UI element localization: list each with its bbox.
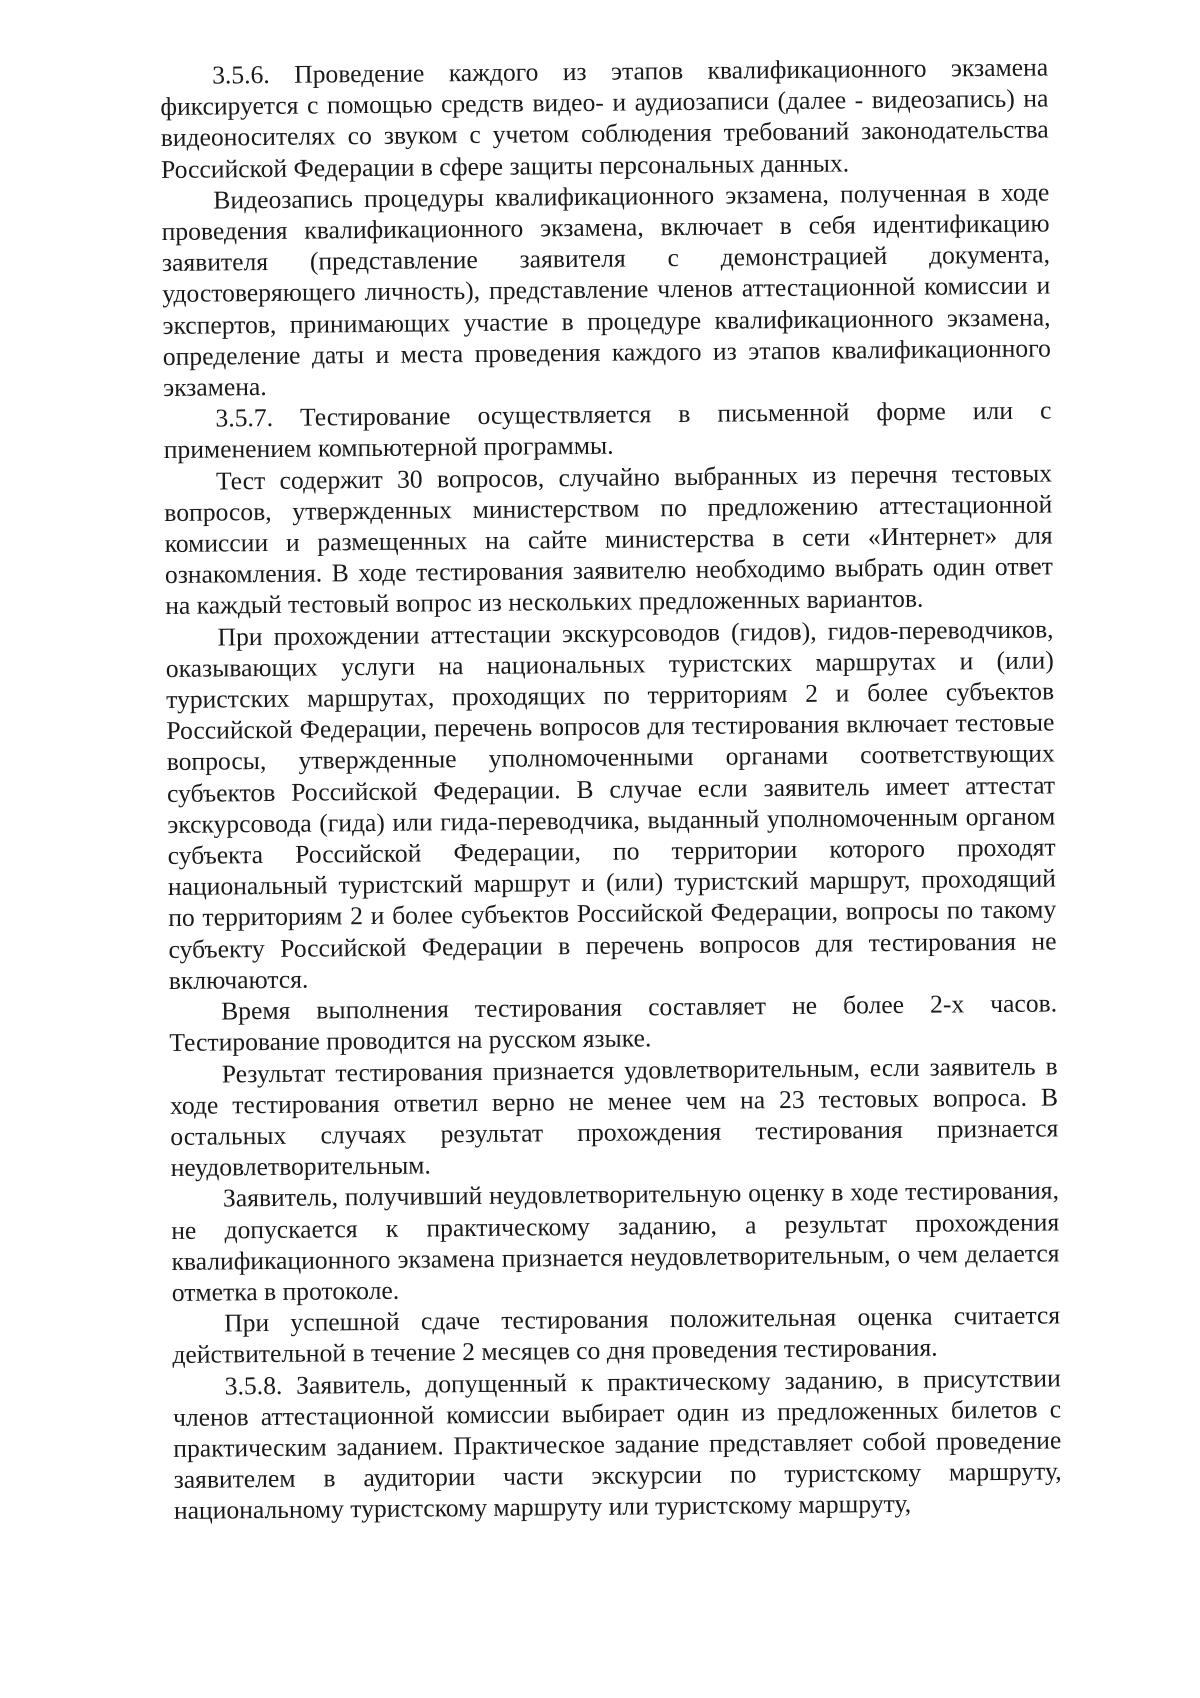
paragraph-positive-result-validity: При успешной сдаче тестирования положительная оценка считается действительной в течение 2 месяцев со дня проведения тестирования. xyxy=(172,1300,1061,1370)
paragraph-unsatisfactory: Заявитель, получивший неудовлетворительную оценку в ходе тестирования, не допускается к практическому заданию, а результат прохождения квалификационного экзамена признается неудовлетворительным, о чем делается отметка в протоколе. xyxy=(171,1175,1060,1307)
paragraph-test-duration: Время выполнения тестирования составляет не более 2-х часов. Тестирование проводится на русском языке. xyxy=(169,988,1058,1058)
paragraph-3-5-8: 3.5.8. Заявитель, допущенный к практическому заданию, в присутствии членов аттестационной комиссии выбирает один из предложенных билетов с практическим заданием. Практическое задание представляет собой проведение заявителем в аудитории части экскурсии по туристскому маршруту, национальному туристскому маршруту или туристскому маршруту, xyxy=(172,1362,1062,1526)
document-page xyxy=(160,51,1062,1526)
paragraph-test-result: Результат тестирования признается удовлетворительным, если заявитель в ходе тестирования ответил верно не менее чем на 23 тестовых вопроса. В остальных случаях результат прохождения тестирования признается неудовлетворительным. xyxy=(169,1050,1059,1183)
paragraph-attestation-guides: При прохождении аттестации экскурсоводов (гидов), гидов-переводчиков, оказывающих услуги на национальных туристских маршрутах и (или) туристских маршрутах, проходящих по территориям 2 и более субъектов Российской Федерации, перечень вопросов для тестирования включает тестовые вопросы, утвержденные уполномоченными органами соответствующих субъектов Российской Федерации. В случае если заявитель имеет аттестат экскурсовода (гида) или гида-переводчика, выданный уполномоченным органом субъекта Российской Федерации, по территории которого проходят национальный туристский маршрут и (или) туристский маршрут, проходящий по территориям 2 и более субъектов Российской Федерации, вопросы по такому субъекту Российской Федерации в перечень вопросов для тестирования не включаются. xyxy=(165,614,1057,995)
paragraph-3-5-7: 3.5.7. Тестирование осуществляется в письменной форме или с применением компьютерной программы. xyxy=(163,395,1052,465)
paragraph-test-contents: Тест содержит 30 вопросов, случайно выбранных из перечня тестовых вопросов, утвержденных министерством по предложению аттестационной комиссии и размещенных на сайте министерства в сети «Интернет» для ознакомления. В ходе тестирования заявителю необходимо выбрать один ответ на каждый тестовый вопрос из нескольких предложенных вариантов. xyxy=(164,458,1054,621)
paragraph-3-5-6: 3.5.6. Проведение каждого из этапов квалификационного экзамена фиксируется с помощью средств видео- и аудиозаписи (далее - видеозапись) на видеоносителях со звуком с учетом соблюдения требований законодательства Российской Федерации в сфере защиты персональных данных. xyxy=(160,52,1049,184)
paragraph-video-recording: Видеозапись процедуры квалификационного экзамена, полученная в ходе проведения квалификационного экзамена, включает в себя идентификацию заявителя (представление заявителя с демонстрацией документа, удостоверяющего личность), представление членов аттестационной комиссии и экспертов, принимающих участие в процедуре квалификационного экзамена, определение даты и места проведения каждого из этапов квалификационного экзамена. xyxy=(161,177,1051,403)
